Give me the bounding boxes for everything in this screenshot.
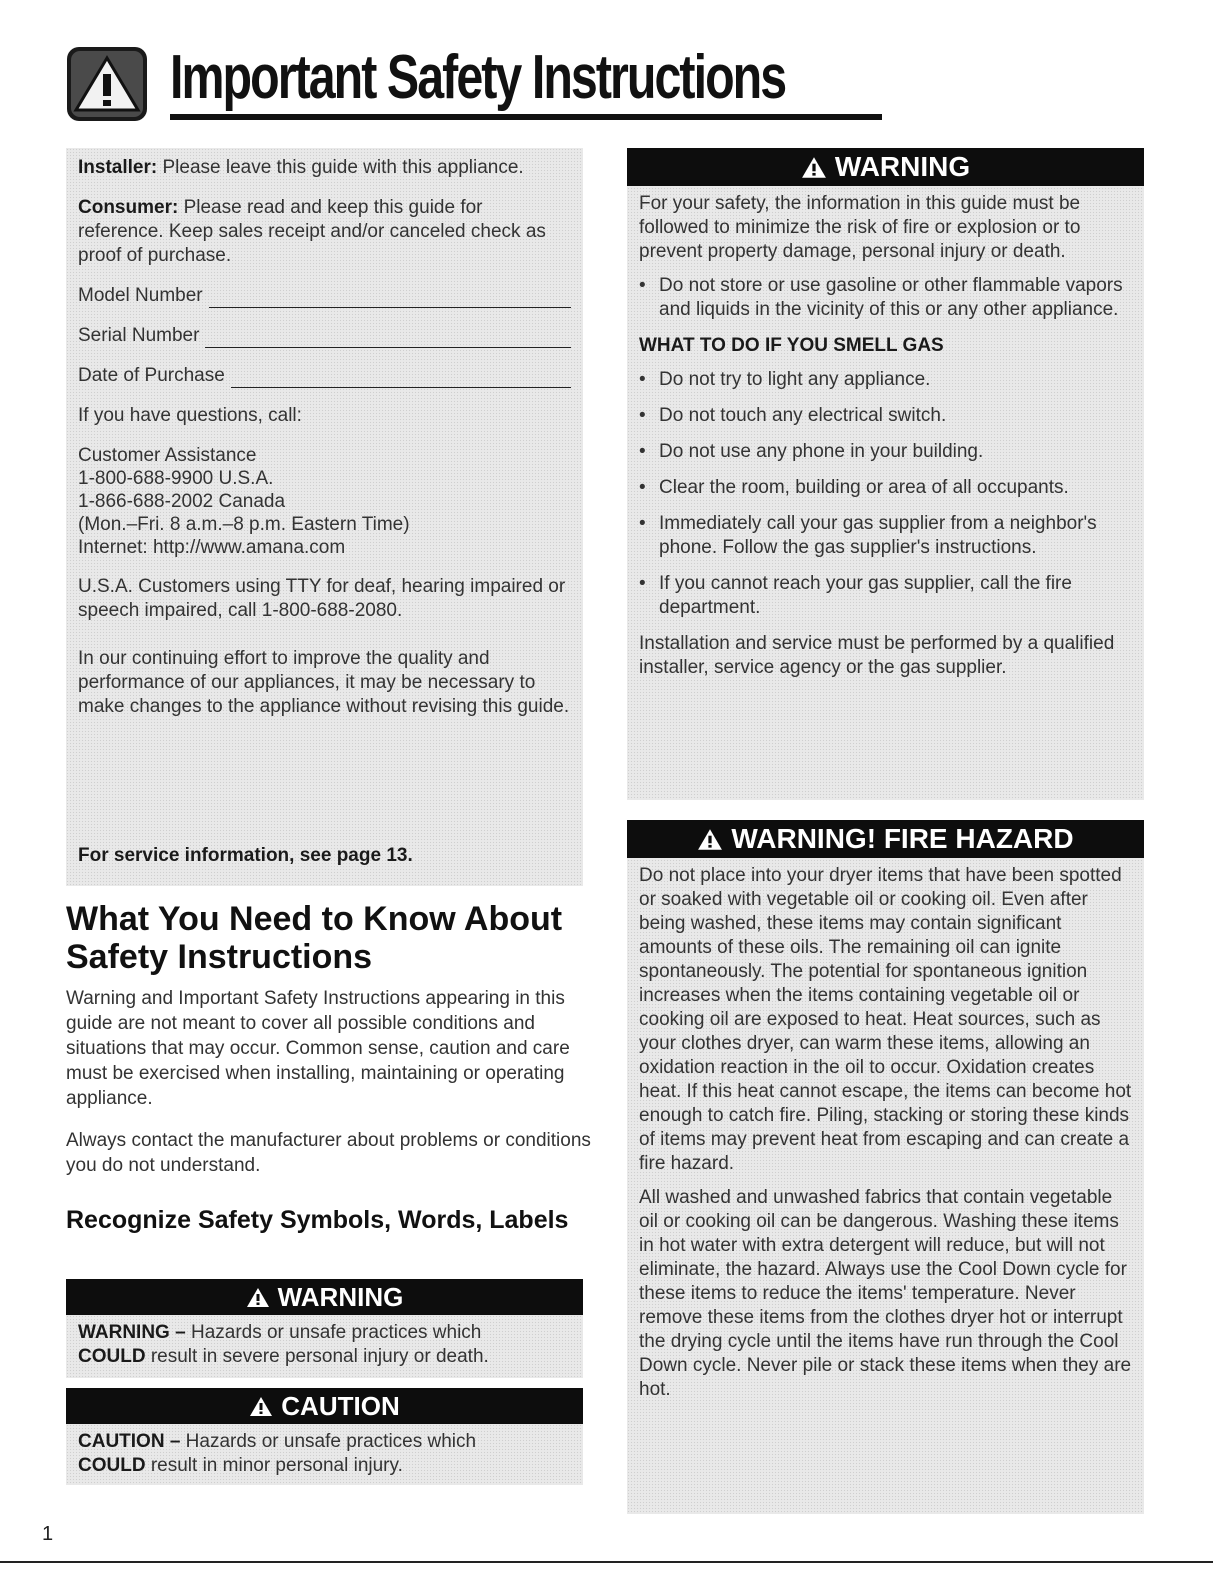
what-you-need-heading: What You Need to Know About Safety Instructions [66,900,563,976]
page-title: Important Safety Instructions [170,43,786,112]
customer-assistance: Customer Assistance [78,445,257,466]
date-of-purchase-blank [231,370,571,388]
list-item: • Do not touch any electrical switch. [639,404,1132,428]
warning-text2: result in severe personal injury or death. [145,1346,489,1367]
warning-text: Hazards or unsafe practices which [185,1322,482,1343]
caution-text2: result in minor personal injury. [145,1455,403,1476]
hours: (Mon.–Fri. 8 a.m.–8 p.m. Eastern Time) [78,514,410,535]
model-number-blank [209,290,571,308]
warning-triangle-icon [66,46,148,122]
warning-triangle-icon [246,1287,270,1308]
serial-number-field [78,324,571,348]
gas-warning-content [627,186,1144,696]
service-note: For service information, see page 13. [78,845,413,866]
tty-text: U.S.A. Customers using TTY for deaf, hearing impaired or speech impaired, call 1-800-688-2080. [78,576,566,621]
gas-warning-box [627,148,1144,800]
fire-hazard-box [627,820,1144,1514]
contact-info [78,444,571,559]
improve-text: In our continuing effort to improve the quality and performance of our appliances, it may be necessary to make changes to the appliance without revising this guide. [78,648,570,717]
gas-warning-closing: Installation and service must be performed by a qualified installer, service agency or the gas supplier. [639,633,1115,678]
smell-gas-list [639,368,1132,620]
smell-gas-heading: WHAT TO DO IF YOU SMELL GAS [639,335,944,356]
serial-number-label: Serial Number [78,325,200,346]
installer-label: Installer: [78,157,158,178]
caution-definition-text [66,1424,583,1484]
gas-warning-title: WARNING [834,151,971,182]
list-item: • Clear the room, building or area of all occupants. [639,476,1132,500]
caution-definition-box [66,1388,583,1485]
caution-definition-title: CAUTION [281,1390,400,1421]
page-number: 1 [42,1523,54,1545]
serial-number-blank [205,330,571,348]
list-item: • Do not try to light any appliance. [639,368,1132,392]
installer-text: Please leave this guide with this appliance. [157,157,524,178]
consumer-label: Consumer: [78,197,179,218]
phone-usa: 1-800-688-9900 U.S.A. [78,468,274,489]
warning-definition-box [66,1279,583,1378]
warning-triangle-icon [697,828,723,851]
consumer-info-box [66,148,583,886]
list-item: • Do not store or use gasoline or other flammable vapors and liquids in the vicinity of this or any other appliance. [639,274,1132,322]
model-number-label: Model Number [78,285,203,306]
consumer-text: Please read and keep this guide for reference. Keep sales receipt and/or canceled check as proof of purchase. [78,197,546,266]
list-item: • If you cannot reach your gas supplier, call the fire department. [639,572,1132,620]
warning-triangle-icon [801,156,827,179]
recognize-heading: Recognize Safety Symbols, Words, Labels [66,1206,569,1234]
fire-hazard-content [627,858,1144,1418]
warning-label: WARNING – [78,1322,186,1343]
fire-hazard-para2: All washed and unwashed fabrics that contain vegetable oil or cooking oil can be dangerous. Washing these items in hot water with extra detergent will reduce, but will not eliminate, the hazard. Always use the Cool Down cycle for these items to reduce the items' temperature. Never remove these items from the clothes dryer hot or interrupt the drying cycle until the items have run through the Cool Down cycle. Never pile or stack these items when they are hot. [639,1187,1132,1400]
questions-text: If you have questions, call: [78,405,302,426]
list-item: • Do not use any phone in your building. [639,440,1132,464]
caution-text: Hazards or unsafe practices which [180,1431,477,1452]
what-you-need-para2: Always contact the manufacturer about problems or conditions you do not understand. [66,1130,591,1176]
warning-could: COULD [78,1346,146,1367]
what-you-need-para1: Warning and Important Safety Instructions appearing in this guide are not meant to cover all possible conditions and situations that may occur. Common sense, caution and care must be exercised when installing, maintaining or operating appliance. [66,988,570,1109]
date-of-purchase-label: Date of Purchase [78,365,225,386]
installer-note [78,156,571,180]
store-list [639,274,1132,322]
gas-warning-bar [627,148,1144,186]
list-item: • Immediately call your gas supplier from a neighbor's phone. Follow the gas supplier's instructions. [639,512,1132,560]
warning-definition-text [66,1315,583,1375]
title-underline [170,114,882,120]
caution-could: COULD [78,1455,146,1476]
footer-rule [0,1561,1213,1563]
caution-definition-bar [66,1388,583,1424]
fire-hazard-para1: Do not place into your dryer items that have been spotted or soaked with vegetable oil or cooking oil. Even after being washed, these items may contain significant amounts of these oils. The remaining oil can ignite spontaneously. The potential for spontaneous ignition increases when the items containing vegetable oil or cooking oil are exposed to heat. Heat sources, such as your clothes dryer, can warm these items, allowing an oxidation reaction in the oil to occur. Oxidation creates heat. If this heat cannot escape, the items can become hot enough to catch fire. Piling, stacking or storing these kinds of items may prevent heat from escaping and can create a fire hazard. [639,865,1132,1174]
fire-hazard-bar [627,820,1144,858]
warning-triangle-icon [249,1396,273,1417]
caution-label: CAUTION – [78,1431,181,1452]
consumer-note [78,196,571,268]
warning-definition-bar [66,1279,583,1315]
date-of-purchase-field [78,364,571,388]
gas-warning-intro: For your safety, the information in this guide must be followed to minimize the risk of fire or explosion or to prevent property damage, personal injury or death. [639,193,1081,262]
warning-definition-title: WARNING [277,1281,404,1312]
fire-hazard-title: WARNING! FIRE HAZARD [731,823,1074,854]
page-header [66,40,826,122]
model-number-field [78,284,571,308]
phone-canada: 1-866-688-2002 Canada [78,491,286,512]
internet-link: Internet: http://www.amana.com [78,537,346,558]
